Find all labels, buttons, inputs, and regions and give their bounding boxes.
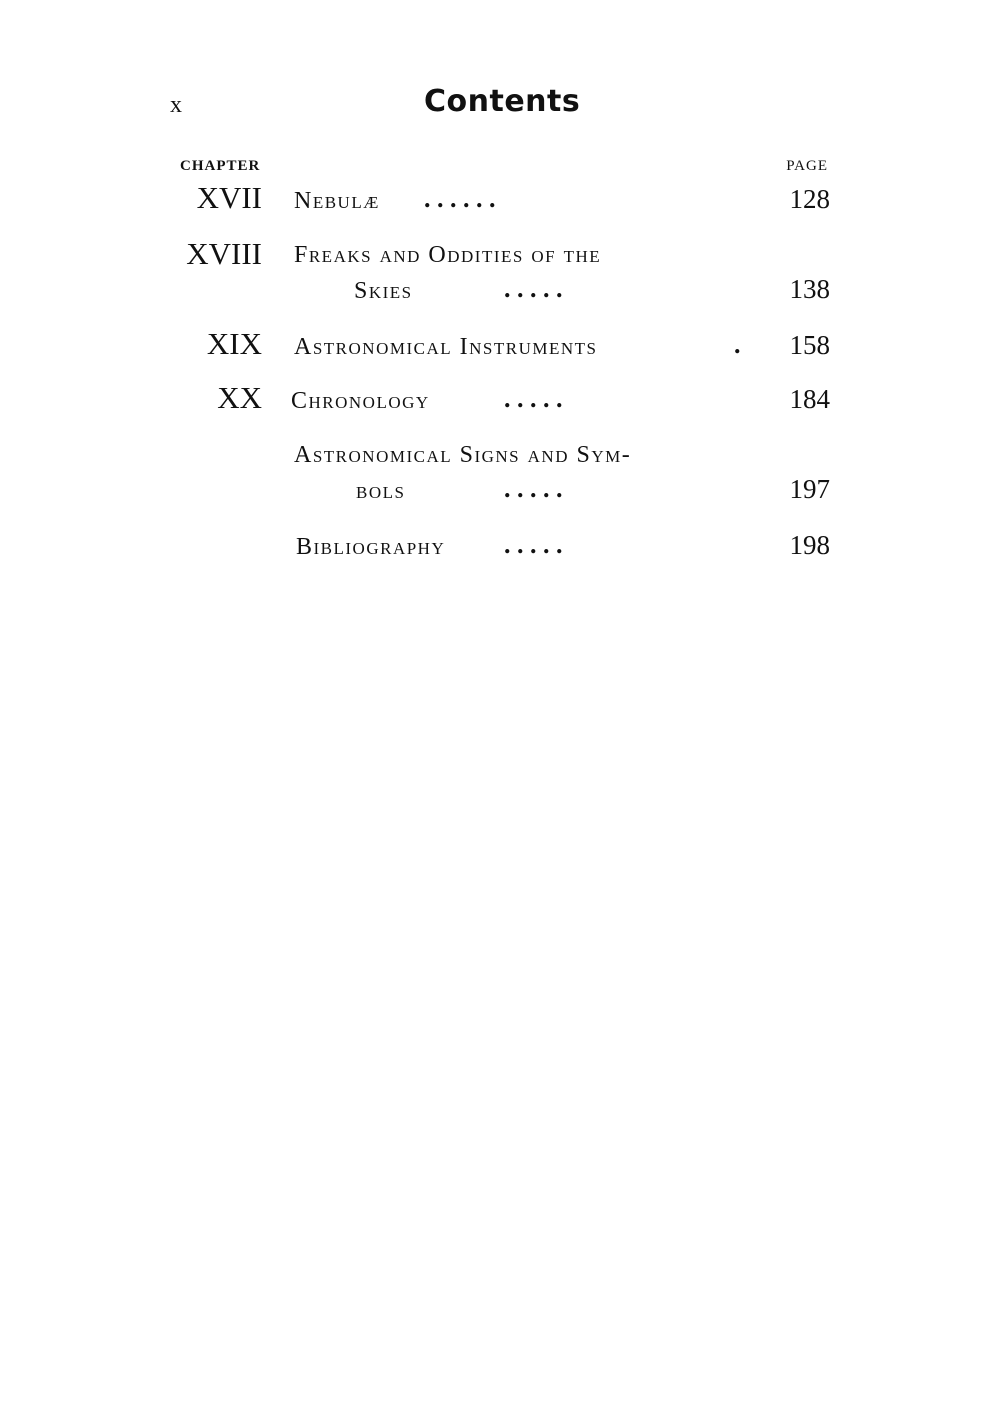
page-title: Contents xyxy=(424,84,581,119)
entry-title: Chronology xyxy=(291,388,430,414)
toc-entry-bibliography xyxy=(170,530,830,570)
entry-title: Astronomical Signs and Sym- xyxy=(294,442,632,468)
chapter-numeral: XIX xyxy=(206,326,262,361)
chapter-numeral: XVII xyxy=(196,180,262,215)
entry-title: Nebulæ xyxy=(294,188,380,214)
entry-page: 184 xyxy=(789,384,830,414)
leader-dots: . . . . . xyxy=(504,530,563,559)
entry-title: Freaks and Oddities of the xyxy=(294,242,602,268)
entry-title: Astronomical Instruments xyxy=(294,334,598,360)
chapter-numeral: XX xyxy=(217,380,262,415)
toc-entry-xvii xyxy=(170,180,830,224)
toc-entry-xx xyxy=(170,380,830,424)
page-column-header: PAGE xyxy=(786,158,828,174)
toc-entry-xix xyxy=(170,326,830,370)
entry-title-continued: bols xyxy=(356,478,406,504)
leader-dots: . . . . . xyxy=(504,274,563,303)
entry-page: 197 xyxy=(789,474,830,504)
leader-dots: . . . . . xyxy=(504,474,563,503)
leader-dots: . xyxy=(734,330,741,359)
toc-entry-xviii xyxy=(170,236,830,320)
toc-entry-signs-symbols xyxy=(170,440,830,520)
entry-page: 198 xyxy=(789,530,830,560)
chapter-numeral: XVIII xyxy=(186,236,262,271)
chapter-column-header: CHAPTER xyxy=(180,158,261,174)
leader-dots: . . . . . xyxy=(504,384,563,413)
leader-dots: . . . . . . xyxy=(424,184,496,213)
entry-page: 138 xyxy=(789,274,830,304)
page-number: x xyxy=(170,92,182,118)
entry-title-continued: Skies xyxy=(354,278,413,304)
entry-title: Bibliography xyxy=(296,534,446,560)
entry-page: 158 xyxy=(789,330,830,360)
entry-page: 128 xyxy=(789,184,830,214)
